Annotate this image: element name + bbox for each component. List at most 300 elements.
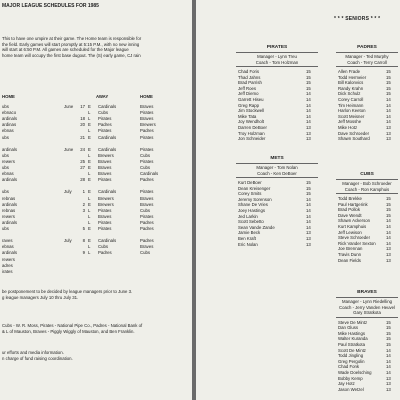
player-age: 15 (386, 80, 391, 86)
player-name: Steve Schroeder (338, 235, 371, 241)
schedule-away: Padres (98, 122, 112, 128)
team-manager: Manager - Bob Schroeder (342, 181, 392, 186)
schedule-home2: Cubs (140, 165, 151, 170)
schedule-home: ardinals (2, 116, 18, 122)
seniors-heading: * * * SENIORS * * * (334, 16, 381, 22)
schedule-home2: Pirates (140, 110, 154, 116)
player-age: 15 (386, 91, 391, 97)
team-coach: Coach - Ken DeBoer (257, 170, 297, 176)
player-name: Chad Fonk (338, 364, 360, 370)
schedule-home2: Braves (140, 201, 154, 207)
player-age: 14 (386, 240, 391, 246)
schedule-home2: Padres (140, 219, 154, 225)
schedule-row (0, 104, 192, 109)
schedule-row (0, 183, 192, 188)
player-age: 14 (306, 91, 311, 97)
player-name: Joy Wendholt (238, 119, 264, 125)
player-age: 14 (306, 108, 311, 114)
schedule-row (0, 189, 192, 194)
schedule-flag: L (88, 213, 91, 219)
schedule-row (0, 159, 192, 164)
team-name-cubs: CUBS (360, 172, 374, 177)
player-name: Dean Kreisenger (238, 185, 271, 191)
schedule-flag: L (88, 250, 91, 256)
schedule-home: ardinals (2, 250, 18, 256)
schedule-away: Cardinals (98, 146, 117, 152)
player-name: Troy Holzman (238, 130, 265, 136)
schedule-flag: E (88, 122, 91, 128)
schedule-away: Pirates (98, 226, 112, 231)
player-name: Dan Gluss (338, 325, 359, 331)
note-line: g league managers July 10 thru July 31. (2, 295, 79, 300)
schedule-home2: Cardinals (140, 171, 159, 177)
player-name: Jay Hotz (338, 381, 355, 387)
schedule-row (0, 116, 192, 121)
schedule-home2: Padres (140, 226, 154, 231)
player-age: 15 (386, 74, 391, 80)
team-name-pirates: PIRATES (266, 45, 288, 50)
schedule-home: ubs (2, 152, 9, 158)
player-age: 15 (306, 85, 311, 91)
schedule-away: Pirates (98, 177, 112, 183)
player-age: 14 (386, 97, 391, 102)
player-name: Todd Hermeier (338, 74, 367, 80)
schedule-away: Cardinals (98, 238, 117, 244)
schedule-home: ebnas (2, 171, 14, 177)
schedule-row (0, 196, 192, 201)
player-age: 13 (386, 136, 391, 142)
player-age: 13 (306, 130, 311, 136)
schedule-mon: June (64, 104, 74, 109)
schedule-row (0, 128, 192, 133)
player-age: 15 (306, 74, 311, 80)
schedule-flag: E (88, 177, 91, 183)
team-coach: Coach - Terry Carroll (347, 59, 387, 65)
schedule-flag: L (88, 219, 91, 225)
team-rule (336, 66, 398, 67)
player-age: 13 (386, 257, 391, 263)
schedule-day: 5 (82, 226, 85, 231)
team-rule (236, 52, 318, 53)
player-name: Jeremy Sorenson (238, 196, 272, 202)
schedule-away: Pirates (98, 116, 112, 122)
team-manager: Manager - Lynn Treu (257, 54, 297, 59)
player-age: 14 (386, 113, 391, 119)
player-name: Scott Sebetto (238, 219, 264, 225)
player-name: Jason Wetzel (338, 386, 364, 392)
player-name: Jamie Beck (238, 230, 261, 236)
player-name: Mike Hastings (338, 330, 365, 336)
schedule-mon: July (64, 189, 72, 195)
team-rule (336, 179, 398, 180)
player-age: 14 (386, 364, 391, 370)
schedule-away: Braves (98, 171, 112, 177)
player-name: Jon Schneider (238, 136, 266, 142)
schedule-home2: Braves (140, 244, 154, 250)
schedule-day: 9 (82, 250, 85, 256)
player-name: Joe Brennan (338, 246, 363, 252)
team-manager: Manager - Ted Murphy (345, 54, 389, 59)
player-name: Harlon Keeton (338, 108, 366, 114)
schedule-day: 1 (82, 189, 85, 195)
schedule-row (0, 153, 192, 158)
player-age: 14 (306, 213, 311, 219)
player-age: 14 (386, 229, 391, 235)
player-age: 14 (306, 113, 311, 119)
schedule-home2: Cubs (140, 207, 151, 213)
team-rule (336, 193, 398, 194)
schedule-flag: E (88, 238, 91, 244)
player-age: 13 (306, 125, 311, 130)
player-name: Joey Hastings (238, 208, 265, 213)
schedule-day: 20 (80, 122, 85, 128)
schedule-flag: L (88, 195, 91, 201)
player-name: Bill Kalonvics (338, 80, 364, 86)
schedule-home2: Padres (140, 238, 154, 244)
schedule-home: rewers (2, 256, 15, 262)
schedule-home2: Pirates (140, 146, 154, 152)
player-name: Randy Krahn (338, 85, 364, 91)
player-name: Scott Meisner (338, 113, 365, 119)
player-name: Darren DeBoer (238, 125, 267, 130)
player-age: 15 (386, 69, 391, 74)
player-age: 14 (386, 102, 391, 108)
schedule-home: adres (2, 262, 13, 268)
player-name: Mike Tata (238, 113, 257, 119)
team-name-mets: METS (270, 156, 284, 161)
schedule-home: ubs (2, 134, 9, 140)
player-age: 14 (386, 369, 391, 375)
schedule-home: ebnaco (2, 110, 17, 116)
schedule-row (0, 165, 192, 170)
player-name: Kurt DeBoer (238, 180, 262, 185)
player-age: 14 (386, 119, 391, 125)
schedule-flag: E (88, 201, 91, 207)
team-rule (336, 52, 398, 53)
team-rule (236, 163, 318, 164)
player-name: Wade Doelsching (338, 369, 372, 375)
schedule-home: rebnas (2, 195, 16, 201)
schedule-home: rebnas (2, 207, 16, 213)
player-name: Eric Nolan (238, 241, 258, 247)
team-coach: Gary Stratkota (353, 310, 381, 315)
schedule-row (0, 263, 192, 268)
schedule-home2: Cubs (140, 250, 151, 256)
player-name: Rick Vander Sexton (338, 240, 376, 246)
player-name: Bobby Kemp (338, 375, 363, 381)
player-age: 14 (306, 119, 311, 125)
left-page (0, 0, 192, 400)
schedule-away: Padres (98, 250, 112, 256)
right-page (196, 0, 400, 400)
player-age: 14 (306, 219, 311, 225)
player-age: 14 (386, 358, 391, 364)
player-name: Chad Foris (238, 69, 260, 74)
schedule-home2: Pirates (140, 189, 154, 195)
player-name: Brad Pollok (338, 207, 360, 213)
team-coach: Coach - Ron Kamphuis (344, 186, 390, 192)
schedule-home2: Padres (140, 128, 154, 134)
schedule-home2: Pirates (140, 134, 154, 140)
intro-line: home team will occupy the first base dugout. The (S) early game, CJ rain (2, 52, 141, 58)
schedule-home: ardinals (2, 146, 18, 152)
player-name: Ben Kraft (238, 236, 256, 241)
player-name: Scott De Mintz (338, 347, 366, 353)
player-name: Travis Dunn (338, 252, 362, 257)
schedule-home: ebnas (2, 128, 14, 134)
schedule-day: 18 (80, 116, 85, 122)
player-age: 15 (386, 201, 391, 207)
schedule-day: 27 (80, 165, 85, 170)
player-age: 15 (386, 85, 391, 91)
player-age: 14 (386, 224, 391, 229)
player-age: 15 (306, 185, 311, 191)
schedule-home: irates (2, 268, 13, 274)
schedule-home: ubs (2, 226, 9, 231)
player-age: 15 (386, 325, 391, 331)
player-age: 15 (386, 207, 391, 213)
player-age: 15 (306, 191, 311, 197)
player-age: 14 (386, 235, 391, 241)
schedule-home2: Padres (140, 177, 154, 183)
player-age: 13 (386, 125, 391, 130)
schedule-row (0, 122, 192, 127)
player-age: 13 (386, 130, 391, 136)
schedule-away: Pirates (98, 219, 112, 225)
col-away-header: AWAY (96, 94, 109, 99)
schedule-row (0, 208, 192, 213)
schedule-home2: Braves (140, 116, 154, 122)
team-rule (236, 177, 318, 178)
schedule-flag: L (88, 171, 91, 177)
thanks-line: n charge of fund raising coordination. (2, 356, 73, 361)
schedule-away: Braves (98, 213, 112, 219)
intro-line: This to have one umpire at their game. The Home team is responsible for (2, 36, 142, 41)
player-age: 14 (306, 208, 311, 213)
player-age: 15 (386, 336, 391, 342)
player-age: 14 (386, 353, 391, 359)
schedule-home2: Cubs (140, 152, 151, 158)
player-name: Steve De Mintz (338, 319, 368, 325)
player-age: 15 (306, 180, 311, 185)
schedule-day: 25 (80, 158, 85, 164)
schedule-home: ardinals (2, 219, 18, 225)
player-name: Walter Kuranda (338, 336, 368, 342)
player-age: 15 (386, 330, 391, 336)
player-name: Jeff Diemo (238, 91, 259, 97)
schedule-flag: E (88, 104, 91, 109)
schedule-away: Brewers (98, 195, 114, 201)
player-age: 15 (386, 196, 391, 201)
col-home-header: HOME (2, 94, 15, 99)
player-age: 14 (306, 202, 311, 208)
schedule-day: 24 (80, 146, 85, 152)
player-age: 13 (306, 241, 311, 247)
schedule-flag: E (88, 134, 91, 140)
player-age: 15 (306, 69, 311, 74)
schedule-row (0, 147, 192, 152)
schedule-away: Brewers (98, 152, 114, 158)
player-name: Todd Brekke (338, 196, 362, 201)
player-age: 14 (306, 196, 311, 202)
intro-line: the field. Early games will start promptly at 5:15 P.M., with no new inning (2, 41, 140, 47)
schedule-home2: Brewers (140, 122, 156, 128)
schedule-mon: June (64, 146, 74, 152)
schedule-row (0, 202, 192, 207)
player-name: Shawn Southard (338, 136, 370, 142)
intro-line: will start at 6:50 P.M. All games are scheduled for the Major league (2, 47, 129, 52)
schedule-day: 21 (80, 134, 85, 140)
schedule-home: raves (2, 238, 13, 244)
player-name: Jed Larkin (238, 213, 258, 219)
schedule-home: ebnas (2, 244, 14, 250)
schedule-home2: Braves (140, 104, 154, 109)
player-name: Shane De Vries (238, 202, 268, 208)
schedule-home: ubs (2, 189, 9, 195)
schedule-away: Cubs (98, 110, 109, 116)
player-age: 15 (386, 212, 391, 218)
player-name: Allen Frade (338, 69, 360, 74)
schedule-mon: July (64, 238, 72, 244)
schedule-away: Brewers (98, 201, 114, 207)
schedule-row (0, 257, 192, 262)
schedule-row (0, 250, 192, 255)
player-name: Jeff Lewison (338, 229, 362, 235)
player-name: Garrett Hiseu (238, 97, 264, 102)
schedule-home: rewers (2, 158, 15, 164)
schedule-away: Braves (98, 158, 112, 164)
schedule-home: rewers (2, 213, 15, 219)
schedule-flag: E (88, 165, 91, 170)
schedule-home2: Pirates (140, 158, 154, 164)
player-name: Brad Parrish (238, 80, 262, 86)
player-name: Kurt Kamphuis (338, 224, 367, 229)
schedule-away: Braves (98, 165, 112, 170)
team-manager: Manager - Lynn Riedelling (342, 299, 392, 304)
schedule-home2: Braves (140, 195, 154, 201)
schedule-away: Cardinals (98, 104, 117, 109)
player-name: Corey Smits (238, 191, 262, 197)
team-coach: Coach - Tom Holzman (255, 59, 299, 65)
note-line: be postponement to be decided by league managers prior to June 3. (2, 289, 133, 294)
player-name: Dave Schroeder (338, 130, 370, 136)
player-name: Shawn Ackerson (338, 218, 371, 224)
player-age: 14 (386, 108, 391, 114)
schedule-away: Pirates (98, 207, 112, 213)
schedule-away: Pirates (98, 128, 112, 134)
team-coach: Coach - Jerry Vanden Heuvel (338, 304, 396, 310)
sponsor-line: Cubs - W. R. Moss, Pirates - National Pipe Co., Padres - National Bank of (2, 323, 143, 328)
player-name: Tim Heimann (338, 102, 364, 108)
schedule-day: 2 (82, 201, 85, 207)
sponsor-line: & L of Mauston, Braves - Piggly Wiggly of Mauston, and Ben Franklin. (2, 329, 135, 334)
player-age: 13 (386, 375, 391, 381)
schedule-flag: L (88, 128, 91, 134)
team-rule (236, 66, 318, 67)
player-age: 14 (306, 102, 311, 108)
team-rule (336, 297, 398, 298)
schedule-flag: E (88, 158, 91, 164)
schedule-away: Cubs (98, 244, 109, 250)
player-age: 14 (306, 224, 311, 230)
team-name-padres: PADRES (357, 45, 377, 50)
schedule-row (0, 220, 192, 225)
player-age: 14 (306, 97, 311, 102)
player-age: 13 (386, 252, 391, 257)
player-name: Corey Carroll (338, 97, 364, 102)
schedule-flag: L (88, 152, 91, 158)
schedule-flag: E (88, 189, 91, 195)
player-age: 13 (306, 236, 311, 241)
schedule-row (0, 177, 192, 182)
team-name-braves: BRAVES (357, 290, 377, 295)
schedule-home: ardinas (2, 122, 17, 128)
player-name: Greg Rapp (238, 102, 260, 108)
schedule-flag: E (88, 226, 91, 231)
schedule-row (0, 110, 192, 115)
player-name: Sean Vande Zande (238, 224, 275, 230)
schedule-home: ubs (2, 165, 9, 170)
player-age: 13 (386, 381, 391, 387)
col-home2-header: HOME (140, 94, 153, 99)
player-name: Paul Hartgerink (338, 201, 368, 207)
schedule-row (0, 214, 192, 219)
player-age: 13 (386, 246, 391, 252)
schedule-home2: Pirates (140, 213, 154, 219)
player-age: 13 (306, 136, 311, 142)
player-age: 15 (386, 319, 391, 325)
schedule-home: ubs (2, 104, 9, 109)
team-manager: Manager - Tom Nolan (256, 165, 298, 170)
schedule-row (0, 269, 192, 274)
schedule-away: Cardinals (98, 189, 117, 195)
player-name: Dean Fields (338, 257, 361, 263)
schedule-home: ardinals (2, 177, 18, 183)
player-name: Jeff Mosshe (338, 119, 362, 125)
schedule-day: 3 (82, 207, 85, 213)
schedule-day: 17 (80, 104, 85, 109)
player-age: 13 (386, 386, 391, 392)
player-name: Mike Hotz (338, 125, 358, 130)
schedule-flag: L (88, 110, 91, 116)
player-name: Jim Stockwell (238, 108, 265, 114)
player-name: Dave Wendt (338, 212, 362, 218)
schedule-day: 8 (82, 238, 85, 244)
player-age: 14 (386, 218, 391, 224)
schedule-day: 28 (80, 177, 85, 183)
schedule-flag: L (88, 116, 91, 122)
schedule-row (0, 244, 192, 249)
schedule-away: Cardinals (98, 134, 117, 140)
schedule-title: MAJOR LEAGUE SCHEDULES FOR 1985 (2, 3, 99, 9)
schedule-flag: L (88, 207, 91, 213)
player-name: Greg Pergolin (338, 358, 365, 364)
schedule-flag: E (88, 146, 91, 152)
player-name: Todd Jingling (338, 353, 364, 359)
schedule-row (0, 171, 192, 176)
team-rule (336, 317, 398, 318)
schedule-row (0, 238, 192, 243)
schedule-row (0, 226, 192, 231)
schedule-home: ardinals (2, 201, 18, 207)
player-name: Paul Stratkota (338, 341, 365, 347)
player-name: Dick Schulz (338, 91, 361, 97)
schedule-flag: L (88, 244, 91, 250)
schedule-row (0, 141, 192, 146)
player-name: Thad Jahns (238, 74, 261, 80)
player-age: 15 (306, 80, 311, 86)
player-name: Jeff Roes (238, 85, 257, 91)
